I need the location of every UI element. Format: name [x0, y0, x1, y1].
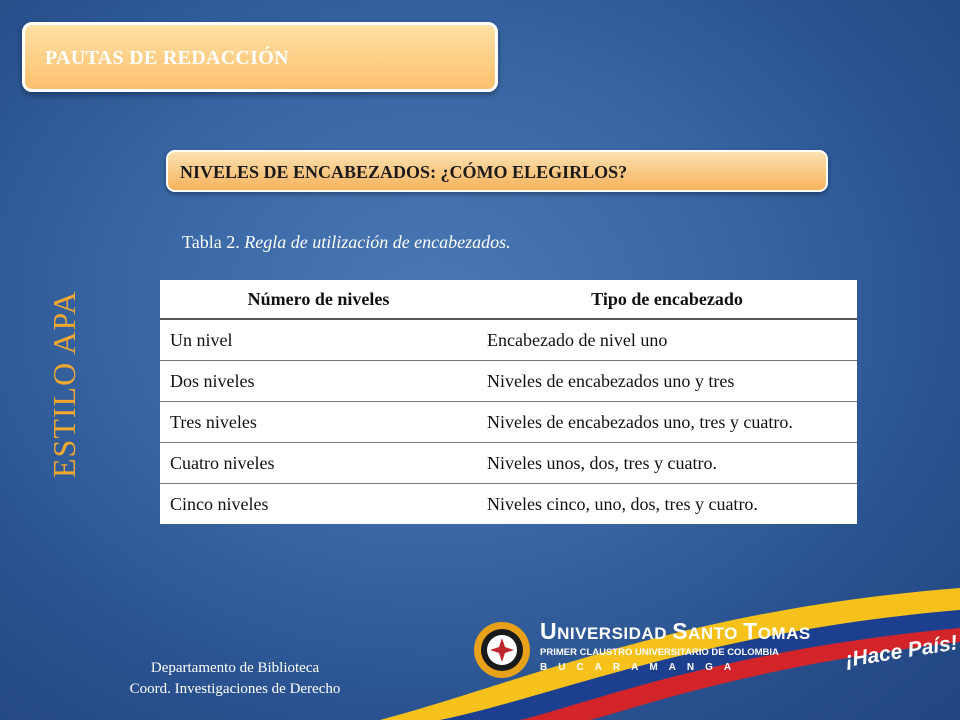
caption-label: Tabla 2. [182, 232, 240, 252]
table-row [160, 319, 857, 361]
cell-type: Niveles cinco, uno, dos, tres y cuatro. [477, 484, 857, 525]
university-name-part: S [672, 618, 689, 644]
table-caption [182, 232, 511, 253]
table-row [160, 484, 857, 525]
table-row [160, 361, 857, 402]
university-name-part: OMAS [757, 624, 811, 643]
department-info [100, 658, 370, 700]
university-name [540, 618, 811, 647]
cell-type: Niveles de encabezados uno y tres [477, 361, 857, 402]
cell-levels: Tres niveles [160, 402, 477, 443]
header-type: Tipo de encabezado [477, 280, 857, 319]
university-name-part: U [540, 618, 558, 644]
department-line: Departamento de Biblioteca [150, 660, 320, 676]
table-header-row [160, 280, 857, 319]
slide-title: PAUTAS DE REDACCIÓN [45, 47, 289, 69]
table-row [160, 443, 857, 484]
section-banner [166, 150, 828, 192]
section-title: NIVELES DE ENCABEZADOS: ¿CÓMO ELEGIRLOS? [180, 162, 628, 182]
levels-table [160, 280, 857, 524]
cell-levels: Cinco niveles [160, 484, 477, 525]
cell-type: Niveles unos, dos, tres y cuatro. [477, 443, 857, 484]
table-row [160, 402, 857, 443]
university-logo [540, 618, 811, 675]
university-name-part: T [743, 618, 758, 644]
university-seal-icon [472, 620, 532, 680]
cell-levels: Cuatro niveles [160, 443, 477, 484]
title-banner [22, 22, 498, 92]
caption-text: Regla de utilización de encabezados. [244, 232, 511, 252]
university-subtitle: PRIMER CLAUSTRO UNIVERSITARIO DE COLOMBIA [540, 647, 779, 658]
header-levels: Número de niveles [160, 280, 477, 319]
cell-type: Encabezado de nivel uno [477, 319, 857, 361]
university-name-part: NIVERSIDAD [557, 624, 673, 643]
cell-levels: Dos niveles [160, 361, 477, 402]
coordination-line: Coord. Investigaciones de Derecho [129, 681, 341, 697]
slogan: ¡Hace País! [843, 631, 960, 672]
university-city: BUCARAMANGA [540, 662, 743, 673]
cell-levels: Un nivel [160, 319, 477, 361]
side-label: ESTILO APA [46, 290, 82, 478]
university-name-part: ANTO [688, 624, 744, 643]
cell-type: Niveles de encabezados uno, tres y cuatro. [477, 402, 857, 443]
